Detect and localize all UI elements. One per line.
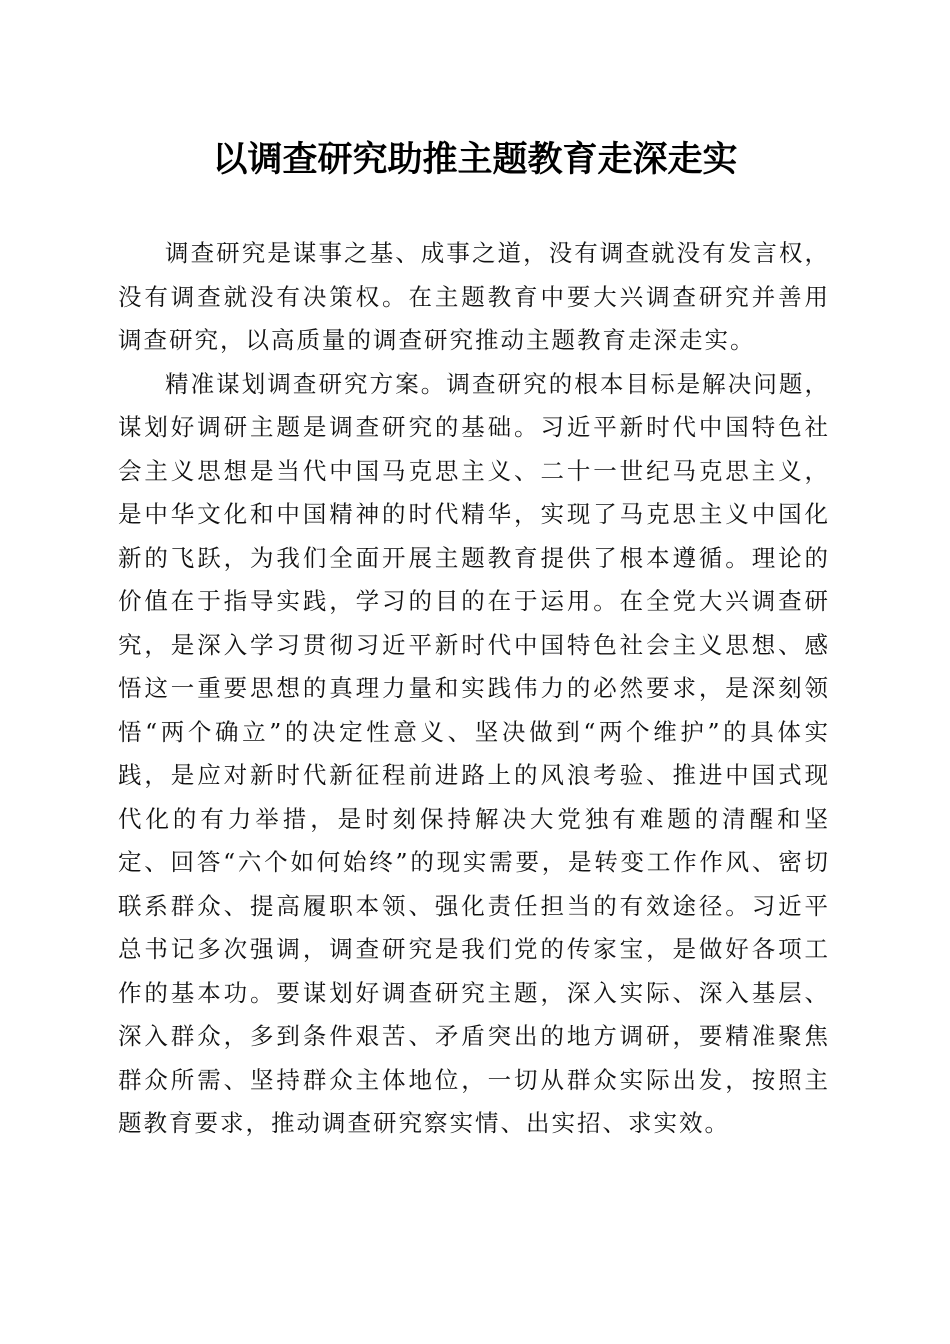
document-title: 以调查研究助推主题教育走深走实 (212, 139, 738, 180)
paragraph-intro: 调查研究是谋事之基、成事之道，没有调查就没有发言权，没有调查就没有决策权。在主题教育中要大兴调查研究并善用调查研究，以高质量的调查研究推动主题教育走深走实。 (118, 239, 830, 354)
document-body (118, 232, 830, 1146)
paragraph-planning: 精准谋划调查研究方案。调查研究的根本目标是解决问题，谋划好调研主题是调查研究的基础。习近平新时代中国特色社会主义思想是当代中国马克思主义、二十一世纪马克思主义，是中华文化和中国精神的时代精华，实现了马克思主义中国化新的飞跃，为我们全面开展主题教育提供了根本遵循。理论的价值在于指导实践，学习的目的在于运用。在全党大兴调查研究，是深入学习贯彻习近平新时代中国特色社会主义思想、感悟这一重要思想的真理力量和实践伟力的必然要求，是深刻领悟“两个确立”的决定性意义、坚决做到“两个维护”的具体实践，是应对新时代新征程前进路上的风浪考验、推进中国式现代化的有力举措，是时刻保持解决大党独有难题的清醒和坚定、回答“六个如何始终”的现实需要，是转变工作作风、密切联系群众、提高履职本领、强化责任担当的有效途径。习近平总书记多次强调，调查研究是我们党的传家宝，是做好各项工作的基本功。要谋划好调查研究主题，深入实际、深入基层、深入群众，多到条件艰苦、矛盾突出的地方调研，要精准聚焦群众所需、坚持群众主体地位，一切从群众实际出发，按照主题教育要求，推动调查研究察实情、出实招、求实效。 (118, 369, 830, 1137)
